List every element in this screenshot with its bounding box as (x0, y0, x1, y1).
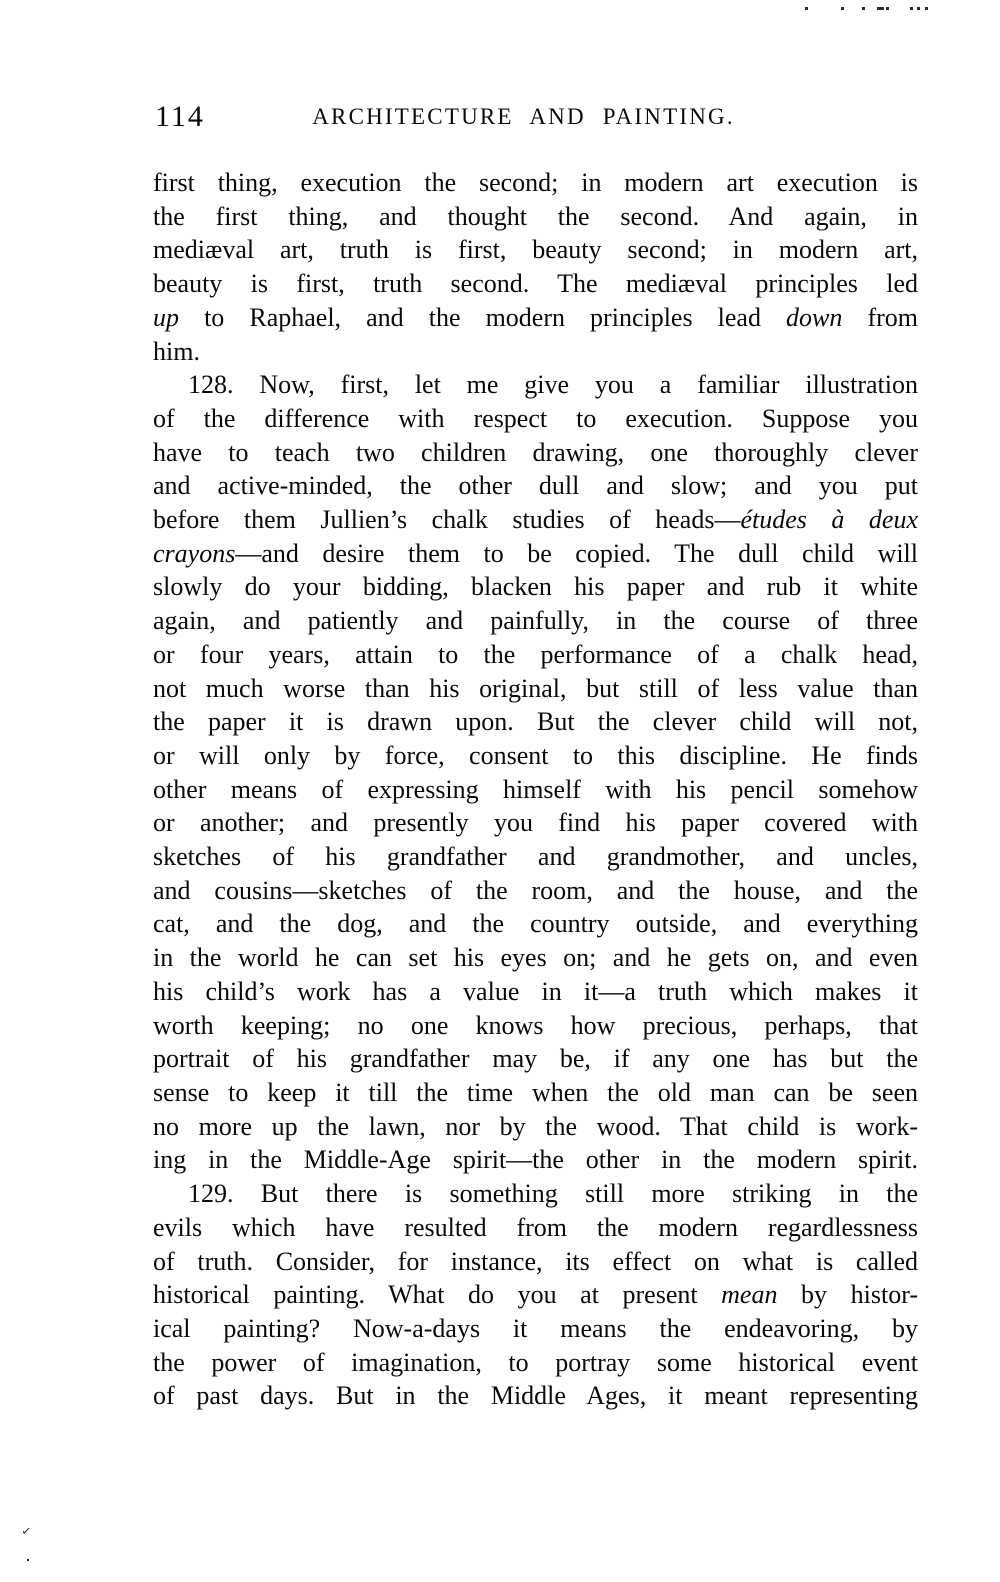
text-line (153, 806, 918, 840)
text-line (153, 166, 918, 200)
text-segment: or will only by force, consent to this discipline. He finds (153, 740, 918, 770)
text-line (153, 1346, 918, 1380)
scan-speck (862, 7, 865, 10)
text-line (153, 570, 918, 604)
text-segment: —and desire them to be copied. The dull child will (235, 538, 918, 568)
text-segment: the power of imagination, to portray some historical event (153, 1347, 918, 1377)
text-line (153, 604, 918, 638)
text-line (153, 1312, 918, 1346)
text-segment: before them Jullien’s chalk studies of heads— (153, 505, 741, 535)
text-segment: of the difference with respect to execution. Suppose you (153, 403, 918, 433)
page-header (153, 100, 918, 136)
text-segment: by histor- (777, 1280, 918, 1310)
text-line (153, 1245, 918, 1279)
scan-speck (886, 7, 889, 10)
text-segment: slowly do your bidding, blacken his paper and rub it white (153, 572, 918, 602)
text-line (153, 739, 918, 773)
text-line (153, 503, 918, 537)
scan-speck (805, 7, 808, 10)
page-number: 114 (155, 100, 205, 133)
text-line (153, 1278, 918, 1312)
text-line (153, 907, 918, 941)
text-line (153, 705, 918, 739)
scan-speck (917, 7, 920, 10)
text-segment: and cousins—sketches of the room, and the house, and the (153, 875, 918, 905)
text-segment: and active-minded, the other dull and slow; and you put (153, 471, 918, 501)
text-line (153, 200, 918, 234)
text-line (153, 773, 918, 807)
text-segment: sketches of his grandfather and grandmother, and uncles, (153, 842, 918, 872)
text-segment: to Raphael, and the modern principles lead (179, 302, 787, 332)
italic-text: crayons (153, 538, 236, 568)
text-block (153, 166, 918, 1413)
scan-speck-row (0, 7, 1000, 15)
italic-text: mean (721, 1280, 778, 1310)
text-line (153, 301, 918, 335)
text-segment: from (842, 302, 919, 332)
text-line (153, 975, 918, 1009)
text-segment: or four years, attain to the performance of a chalk head, (153, 639, 918, 669)
text-line (153, 233, 918, 267)
italic-text: études à deux (740, 505, 918, 535)
text-segment: worth keeping; no one knows how precious, perhaps, that (153, 1010, 918, 1040)
text-segment: of past days. But in the Middle Ages, it meant representing (153, 1381, 918, 1411)
text-line (153, 469, 918, 503)
paragraph (153, 368, 918, 1177)
text-line (153, 941, 918, 975)
text-segment: mediæval art, truth is first, beauty second; in modern art, (153, 235, 918, 265)
text-segment: his child’s work has a value in it—a truth which makes it (153, 976, 918, 1006)
text-line (153, 1042, 918, 1076)
text-segment: in the world he can set his eyes on; and he gets on, and even (153, 943, 918, 973)
text-line (153, 335, 918, 369)
text-segment: the first thing, and thought the second. And again, in (153, 201, 918, 231)
scan-speck (841, 7, 844, 10)
text-line (153, 1143, 918, 1177)
text-line (153, 840, 918, 874)
text-segment: first thing, execution the second; in modern art execution is (153, 168, 918, 197)
text-line (153, 1009, 918, 1043)
text-segment: sense to keep it till the time when the old man can be seen (153, 1077, 918, 1107)
text-line (153, 1076, 918, 1110)
text-segment: evils which have resulted from the modern regardlessness (153, 1212, 918, 1242)
scan-speck (910, 7, 913, 10)
text-segment: cat, and the dog, and the country outside, and everything (153, 909, 918, 939)
text-segment: no more up the lawn, nor by the wood. That child is work- (153, 1111, 918, 1141)
text-line (153, 1110, 918, 1144)
text-segment: or another; and presently you find his paper covered with (153, 808, 918, 838)
text-line (153, 267, 918, 301)
text-segment: other means of expressing himself with his pencil somehow (153, 774, 918, 804)
paragraph (153, 166, 918, 368)
scan-dot-mark (27, 1559, 29, 1561)
text-segment: ical painting? Now-a-days it means the endeavoring, by (153, 1313, 918, 1343)
text-segment: him. (153, 336, 200, 366)
scan-tick-mark: ✓ (21, 1525, 32, 1538)
text-segment: not much worse than his original, but still of less value than (153, 673, 918, 703)
running-title: ARCHITECTURE AND PAINTING. (312, 104, 735, 129)
text-segment: of truth. Consider, for instance, its effect on what is called (153, 1246, 918, 1276)
text-line (153, 874, 918, 908)
italic-text: up (153, 302, 179, 332)
text-segment: again, and patiently and painfully, in the course of three (153, 606, 918, 636)
paragraph (153, 1177, 918, 1413)
text-line (153, 402, 918, 436)
scan-speck (925, 7, 928, 10)
text-segment: ing in the Middle-Age spirit—the other in the modern spirit. (153, 1145, 918, 1175)
italic-text: down (786, 302, 843, 332)
text-line (153, 638, 918, 672)
text-line (153, 1177, 918, 1211)
text-line (153, 1379, 918, 1413)
text-segment: 128. Now, first, let me give you a familiar illustration (188, 370, 918, 400)
text-segment: the paper it is drawn upon. But the clever child will not, (153, 707, 918, 737)
text-line (153, 436, 918, 470)
text-segment: historical painting. What do you at present (153, 1280, 722, 1310)
text-line (153, 368, 918, 402)
scan-speck (877, 7, 884, 10)
text-line (153, 672, 918, 706)
text-line (153, 1211, 918, 1245)
text-line (153, 537, 918, 571)
text-segment: beauty is first, truth second. The mediæval principles led (153, 269, 918, 299)
text-segment: portrait of his grandfather may be, if any one has but the (153, 1044, 918, 1074)
text-segment: have to teach two children drawing, one thoroughly clever (153, 437, 918, 467)
text-segment: 129. But there is something still more striking in the (188, 1179, 918, 1209)
